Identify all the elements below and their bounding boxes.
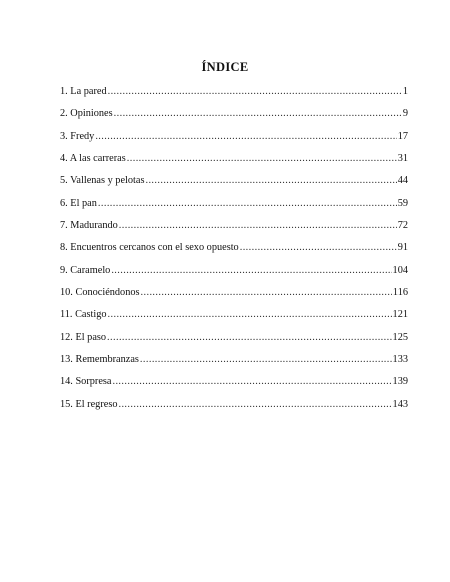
- toc-entry-page: 31: [397, 153, 408, 165]
- toc-entry-page: 72: [397, 220, 408, 232]
- dot-leader: [98, 197, 397, 211]
- toc-entry-page: 59: [397, 197, 408, 209]
- toc-entry-page: 121: [392, 309, 408, 321]
- dot-leader: [119, 219, 397, 233]
- dot-leader: [140, 353, 392, 367]
- toc-entry-title: 14. Sorpresa: [60, 376, 112, 388]
- toc-entry: [60, 331, 408, 353]
- dot-leader: [108, 85, 402, 99]
- toc-entry-title: 8. Encuentros cercanos con el sexo opuesto: [60, 242, 239, 254]
- toc-entry: [60, 264, 408, 286]
- toc-entry-title: 10. Conociéndonos: [60, 287, 140, 299]
- toc-entry: [60, 241, 408, 263]
- toc-entry-title: 4. A las carreras: [60, 153, 126, 165]
- dot-leader: [145, 174, 396, 188]
- toc-entry-title: 5. Vallenas y pelotas: [60, 175, 145, 187]
- toc-entry: [60, 308, 408, 330]
- toc-entry-page: 116: [392, 287, 408, 299]
- table-of-contents: [60, 85, 408, 420]
- dot-leader: [240, 241, 397, 255]
- toc-entry: [60, 398, 408, 420]
- toc-entry-title: 1. La pared: [60, 86, 107, 97]
- toc-entry-page: 125: [392, 331, 408, 343]
- toc-entry-page: 1: [402, 86, 408, 97]
- toc-entry-title: 11. Castigo: [60, 309, 107, 321]
- toc-entry: [60, 375, 408, 397]
- dot-leader: [127, 152, 397, 166]
- toc-entry: [60, 286, 408, 308]
- dot-leader: [118, 398, 391, 412]
- toc-entry-title: 12. El paso: [60, 331, 107, 343]
- toc-entry-page: 17: [397, 130, 408, 142]
- page-title: ÍNDICE: [201, 60, 249, 74]
- toc-entry: [60, 353, 408, 375]
- toc-entry-title: 13. Remembranzas: [60, 354, 139, 366]
- toc-entry-title: 9. Caramelo: [60, 264, 111, 276]
- toc-entry: [60, 219, 408, 241]
- dot-leader: [112, 375, 391, 389]
- toc-entry-page: 133: [392, 354, 408, 366]
- toc-entry: [60, 152, 408, 174]
- toc-entry-page: 139: [392, 376, 408, 388]
- toc-entry: [60, 174, 408, 196]
- toc-entry-title: 6. El pan: [60, 197, 97, 209]
- dot-leader: [141, 286, 392, 300]
- toc-entry: [60, 197, 408, 219]
- toc-entry: [60, 107, 408, 129]
- dot-leader: [108, 308, 392, 322]
- dot-leader: [111, 264, 391, 278]
- toc-entry: [60, 130, 408, 152]
- dot-leader: [95, 130, 396, 144]
- toc-entry-title: 3. Fredy: [60, 130, 95, 142]
- toc-entry-page: 9: [402, 108, 408, 120]
- toc-entry: [60, 85, 408, 107]
- toc-entry-page: 143: [392, 398, 408, 410]
- toc-entry-page: 104: [392, 264, 408, 276]
- dot-leader: [107, 331, 392, 345]
- toc-entry-page: 91: [397, 242, 408, 254]
- toc-entry-title: 15. El regreso: [60, 398, 118, 410]
- toc-entry-title: 2. Opiniones: [60, 108, 113, 120]
- toc-entry-page: 44: [397, 175, 408, 187]
- toc-entry-title: 7. Madurando: [60, 220, 118, 232]
- dot-leader: [114, 107, 402, 121]
